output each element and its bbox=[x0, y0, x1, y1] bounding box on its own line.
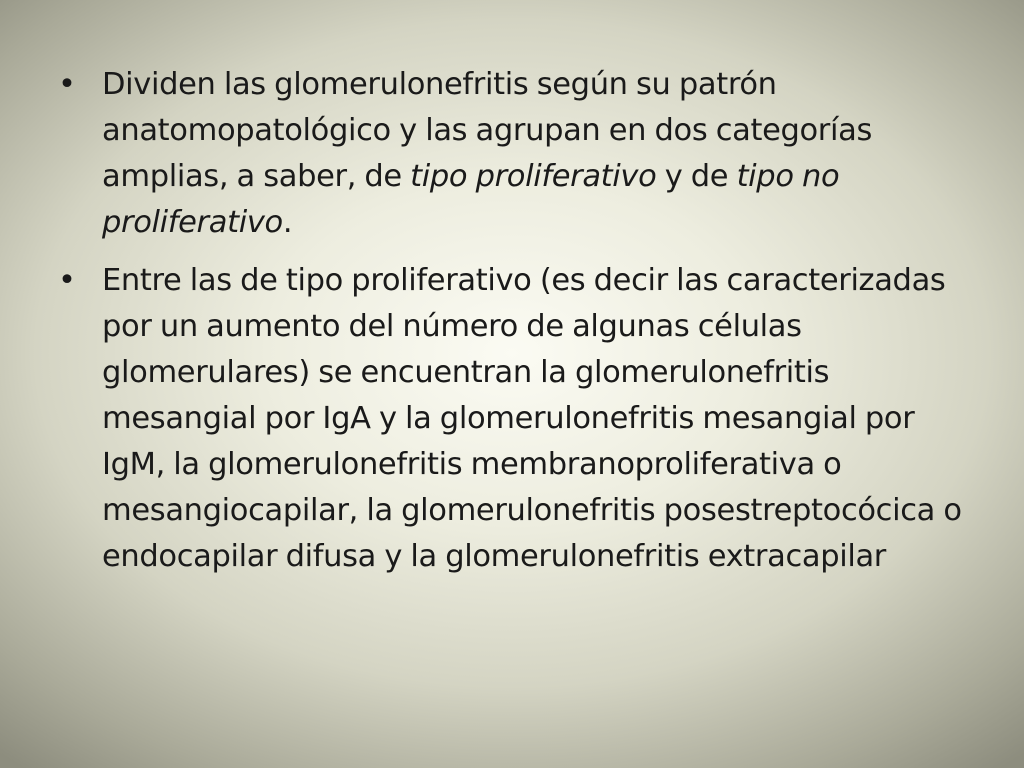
bullet-item bbox=[56, 62, 976, 246]
bullet-dot-icon: • bbox=[58, 263, 76, 298]
text-segment: . bbox=[282, 205, 293, 240]
bullet-text bbox=[102, 263, 962, 574]
bullet-list bbox=[56, 62, 976, 592]
text-segment: Dividen las glomerulonefritis según su patrón anatomopatológico y las agrupan en dos categorías amplias, a saber, de bbox=[102, 67, 872, 194]
bullet-dot-icon: • bbox=[58, 67, 76, 102]
italic-term: tipo no proliferativo bbox=[102, 159, 840, 240]
italic-term: tipo proliferativo bbox=[410, 159, 657, 194]
bullet-item bbox=[56, 258, 976, 580]
text-segment: Entre las de tipo proliferativo (es decir las caracterizadas por un aumento del número de algunas células glomerulares) se encuentran la glomerulonefritis mesangial por IgA y la glomerulonefritis mesangial por IgM, la glomerulonefritis membranoproliferativa o mesangiocapilar, la glomerulonefritis posestreptocócica o endocapilar difusa y la glomerulonefritis extracapilar bbox=[102, 263, 962, 574]
bullet-text bbox=[102, 67, 872, 240]
text-segment: y de bbox=[656, 159, 737, 194]
